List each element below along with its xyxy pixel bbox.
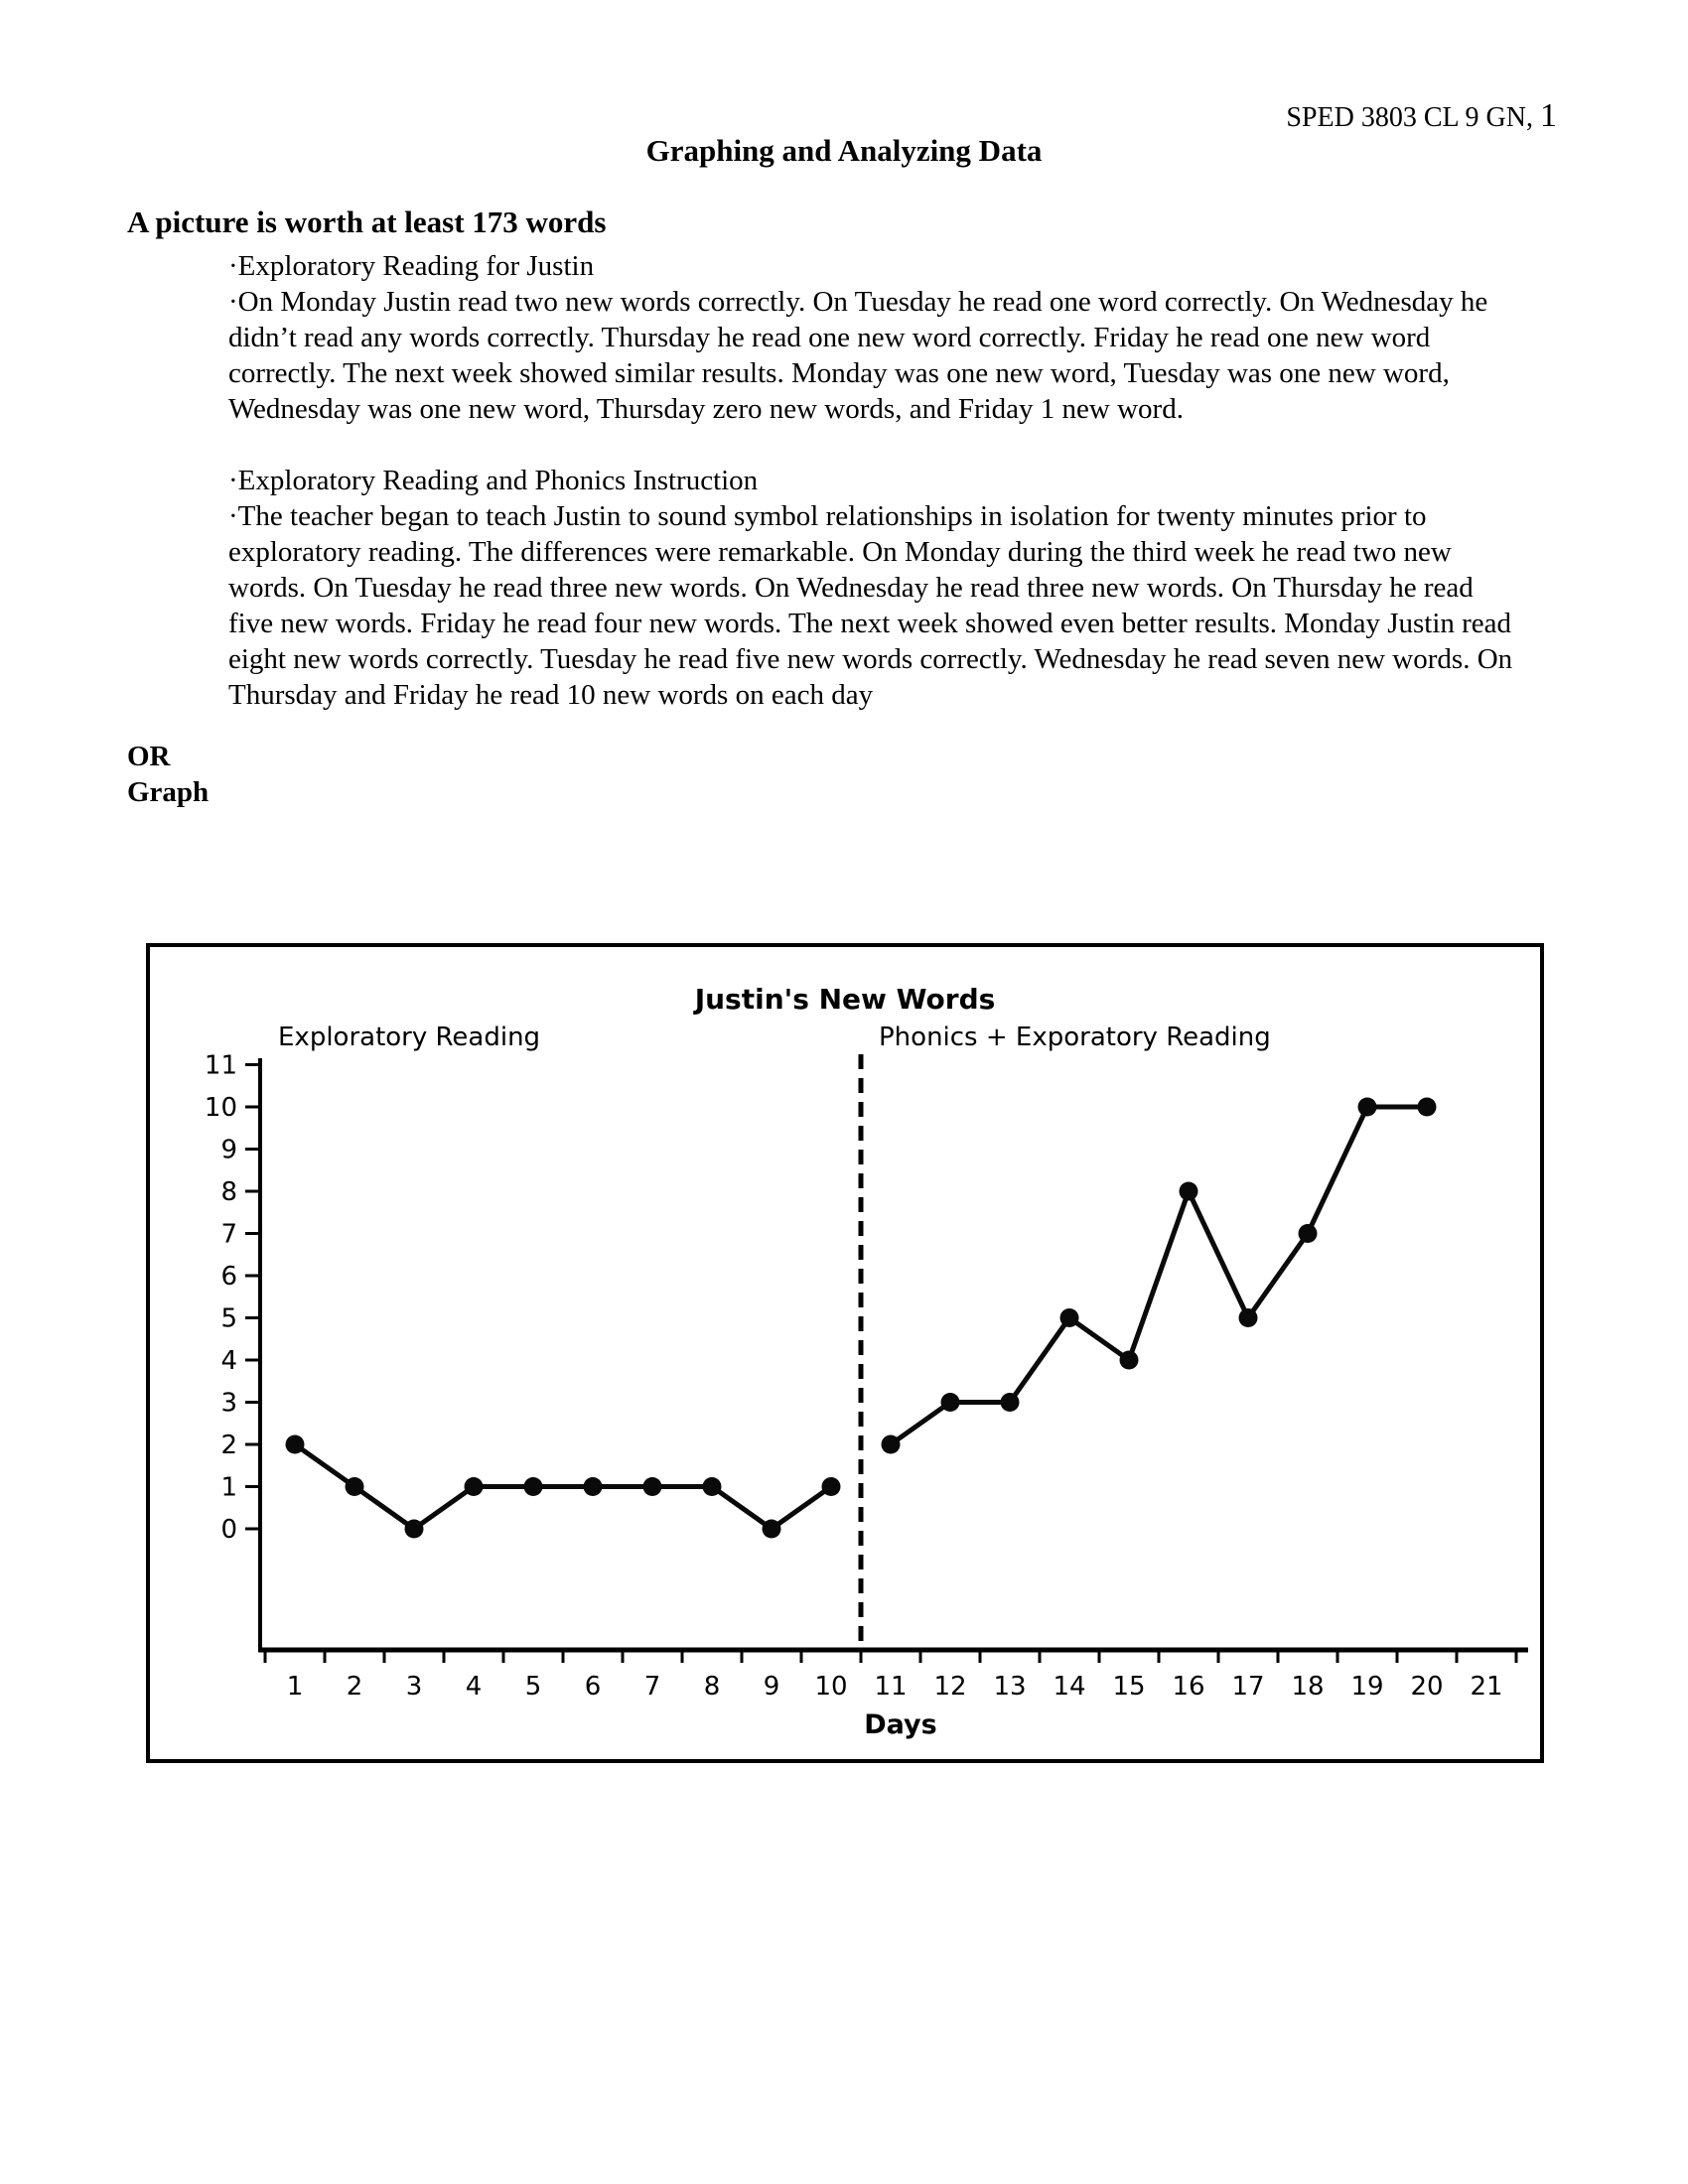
x-tick-label: 1: [286, 1672, 304, 1702]
data-point: [1358, 1098, 1377, 1117]
data-point: [346, 1477, 364, 1496]
chart-border: [148, 945, 1542, 1761]
x-tick-label: 10: [814, 1672, 848, 1702]
x-tick-label: 17: [1231, 1672, 1265, 1702]
data-point: [286, 1435, 305, 1454]
x-tick-label: 8: [703, 1672, 721, 1702]
x-axis-label: Days: [864, 1709, 937, 1740]
y-tick-label: 8: [220, 1177, 237, 1207]
x-tick-label: 9: [763, 1672, 780, 1702]
x-tick-label: 5: [524, 1672, 542, 1702]
y-tick-label: 2: [220, 1431, 237, 1460]
bullet-text: On Monday Justin read two new words correctly. On Tuesday he read one word correctly. On Wednesday he didn’t read any words correctly. Thursday he read one new word correctly. Friday he read one new word correctly. The next week showed similar results. Monday was one new word, Tuesday was one new word, Wednesday was one new word, Thursday zero new words, and Friday 1 new word.: [228, 286, 1488, 425]
course-code: SPED 3803 CL 9 GN,: [1286, 102, 1533, 133]
data-point: [1418, 1098, 1437, 1117]
y-tick-label: 6: [220, 1262, 237, 1292]
data-point: [524, 1477, 543, 1496]
x-tick-label: 14: [1053, 1672, 1086, 1702]
bullet-text: Exploratory Reading for Justin: [237, 250, 595, 282]
x-tick-label: 18: [1291, 1672, 1325, 1702]
x-tick-label: 3: [405, 1672, 423, 1702]
bullet-marker: ·: [228, 250, 238, 282]
or-label: OR: [127, 741, 171, 772]
y-tick-label: 0: [220, 1515, 237, 1545]
x-tick-label: 12: [933, 1672, 967, 1702]
data-point: [1001, 1393, 1020, 1412]
data-point: [822, 1477, 841, 1496]
data-point: [584, 1477, 603, 1496]
chart-container: [146, 943, 1544, 1765]
data-point: [1120, 1351, 1139, 1370]
x-tick-label: 21: [1470, 1672, 1503, 1702]
bullet-item: [228, 284, 1517, 427]
data-point: [941, 1393, 960, 1412]
x-tick-label: 4: [465, 1672, 483, 1702]
x-tick-label: 19: [1350, 1672, 1384, 1702]
x-tick-label: 11: [874, 1672, 908, 1702]
y-tick-label: 3: [220, 1388, 237, 1419]
x-tick-label: 20: [1410, 1672, 1444, 1702]
data-point: [643, 1477, 662, 1496]
bullet-item: [228, 463, 1517, 498]
y-tick-label: 7: [220, 1219, 237, 1250]
x-tick-label: 6: [584, 1672, 602, 1702]
body-text: [127, 248, 1517, 810]
x-tick-label: 13: [993, 1672, 1027, 1702]
phase-label-left: Exploratory Reading: [278, 1023, 541, 1052]
data-point: [763, 1520, 781, 1539]
data-point: [465, 1477, 484, 1496]
y-tick-label: 5: [220, 1303, 237, 1334]
data-point: [882, 1435, 901, 1454]
bullet-marker: ·: [228, 286, 238, 318]
bullet-marker: ·: [228, 500, 238, 532]
data-point: [1299, 1224, 1318, 1243]
bullet-item: [228, 248, 1517, 284]
data-point: [703, 1477, 722, 1496]
page-header: [1286, 97, 1557, 135]
bullet-text: Exploratory Reading and Phonics Instruction: [237, 465, 759, 496]
chart-svg: [146, 943, 1544, 1765]
data-point: [405, 1520, 424, 1539]
x-tick-label: 2: [346, 1672, 363, 1702]
page-number: 1: [1540, 97, 1557, 134]
x-tick-label: 7: [643, 1672, 661, 1702]
data-point: [1239, 1308, 1258, 1327]
section-heading: A picture is worth at least 173 words: [127, 205, 607, 239]
y-tick-label: 11: [204, 1050, 237, 1081]
bullet-marker: ·: [228, 465, 238, 496]
data-point: [1060, 1308, 1079, 1327]
y-tick-label: 10: [204, 1093, 237, 1123]
y-tick-label: 9: [220, 1135, 237, 1165]
chart-title: Justin's New Words: [694, 983, 996, 1016]
y-tick-label: 4: [220, 1346, 237, 1376]
phase-label-right: Phonics + Exporatory Reading: [879, 1023, 1271, 1052]
graph-label: Graph: [127, 776, 210, 808]
bullet-text: The teacher began to teach Justin to sound symbol relationships in isolation for twenty minutes prior to exploratory reading. The differences were remarkable. On Monday during the third week he read two new words. On Tuesday he read three new words. On Wednesday he read three new words. On Thursday he read five new words. Friday he read four new words. The next week showed even better results. Monday Justin read eight new words correctly. Tuesday he read five new words correctly. Wednesday he read seven new words. On Thursday and Friday he read 10 new words on each day: [228, 500, 1513, 711]
document-title: Graphing and Analyzing Data: [645, 133, 1043, 168]
bullet-item: [228, 498, 1517, 713]
x-tick-label: 16: [1172, 1672, 1205, 1702]
data-point: [1180, 1182, 1198, 1201]
y-tick-label: 1: [220, 1472, 237, 1503]
x-tick-label: 15: [1112, 1672, 1146, 1702]
